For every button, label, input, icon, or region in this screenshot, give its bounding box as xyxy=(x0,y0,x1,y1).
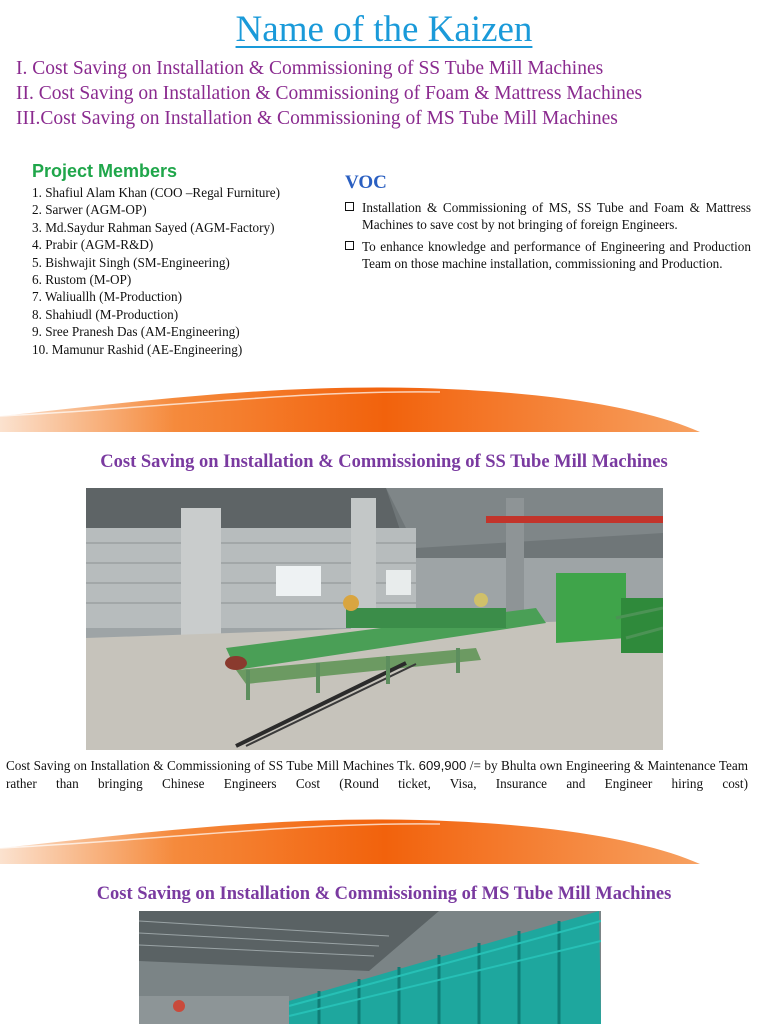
member-item: 2. Sarwer (AGM-OP) xyxy=(32,202,147,218)
ss-tube-mill-photo xyxy=(86,488,663,750)
kaizen-item-2: II. Cost Saving on Installation & Commissioning of Foam & Mattress Machines xyxy=(16,83,643,104)
saving-amount: 609,900 xyxy=(418,758,467,773)
kaizen-list xyxy=(16,56,756,131)
orange-swoosh-divider xyxy=(0,382,768,434)
kaizen-item-1: I. Cost Saving on Installation & Commissioning of SS Tube Mill Machines xyxy=(16,58,604,79)
ms-tube-mill-photo xyxy=(139,911,601,1024)
section-heading-ms-tube: Cost Saving on Installation & Commissioning of MS Tube Mill Machines xyxy=(96,884,672,904)
voc-item xyxy=(345,238,751,273)
ss-tube-caption xyxy=(6,757,748,793)
voc-item xyxy=(345,199,751,234)
member-item: 6. Rustom (M-OP) xyxy=(32,272,132,288)
members-heading: Project Members xyxy=(32,161,178,181)
kaizen-item-3: III.Cost Saving on Installation & Commissioning of MS Tube Mill Machines xyxy=(16,108,618,129)
voc-item-text: Installation & Commissioning of MS, SS Tube and Foam & Mattress Machines to save cost by not bringing of foreign Engineers. xyxy=(362,200,751,233)
member-item: 10. Mamunur Rashid (AE-Engineering) xyxy=(32,341,243,357)
member-item: 4. Prabir (AGM-R&D) xyxy=(32,237,154,253)
member-item: 9. Sree Pranesh Das (AM-Engineering) xyxy=(32,324,240,340)
caption-text: /= by Bhulta own Engineering & Maintenance Team rather than bringing Chinese Engineers Cost (Round ticket, Visa, Insurance and Engineer hiring cost) xyxy=(6,758,748,791)
voc-list xyxy=(345,199,751,276)
member-item: 8. Shahiudl (M-Production) xyxy=(32,306,179,322)
checkbox-bullet-icon xyxy=(345,241,354,250)
member-item: 7. Waliuallh (M-Production) xyxy=(32,289,182,305)
voc-heading: VOC xyxy=(345,172,387,193)
section-heading-ss-tube: Cost Saving on Installation & Commissioning of SS Tube Mill Machines xyxy=(100,452,668,472)
member-item: 5. Bishwajit Singh (SM-Engineering) xyxy=(32,254,230,270)
members-list xyxy=(32,184,280,358)
caption-text: Cost Saving on Installation & Commissioning of SS Tube Mill Machines Tk. xyxy=(6,758,419,773)
page-title: Name of the Kaizen xyxy=(235,9,533,50)
member-item: 1. Shafiul Alam Khan (COO –Regal Furniture) xyxy=(32,185,280,200)
voc-item-text: To enhance knowledge and performance of Engineering and Production Team on those machine installation, commissioning and Production. xyxy=(362,238,751,271)
member-item: 3. Md.Saydur Rahman Sayed (AGM-Factory) xyxy=(32,219,275,235)
checkbox-bullet-icon xyxy=(345,202,354,211)
orange-swoosh-divider xyxy=(0,814,768,866)
